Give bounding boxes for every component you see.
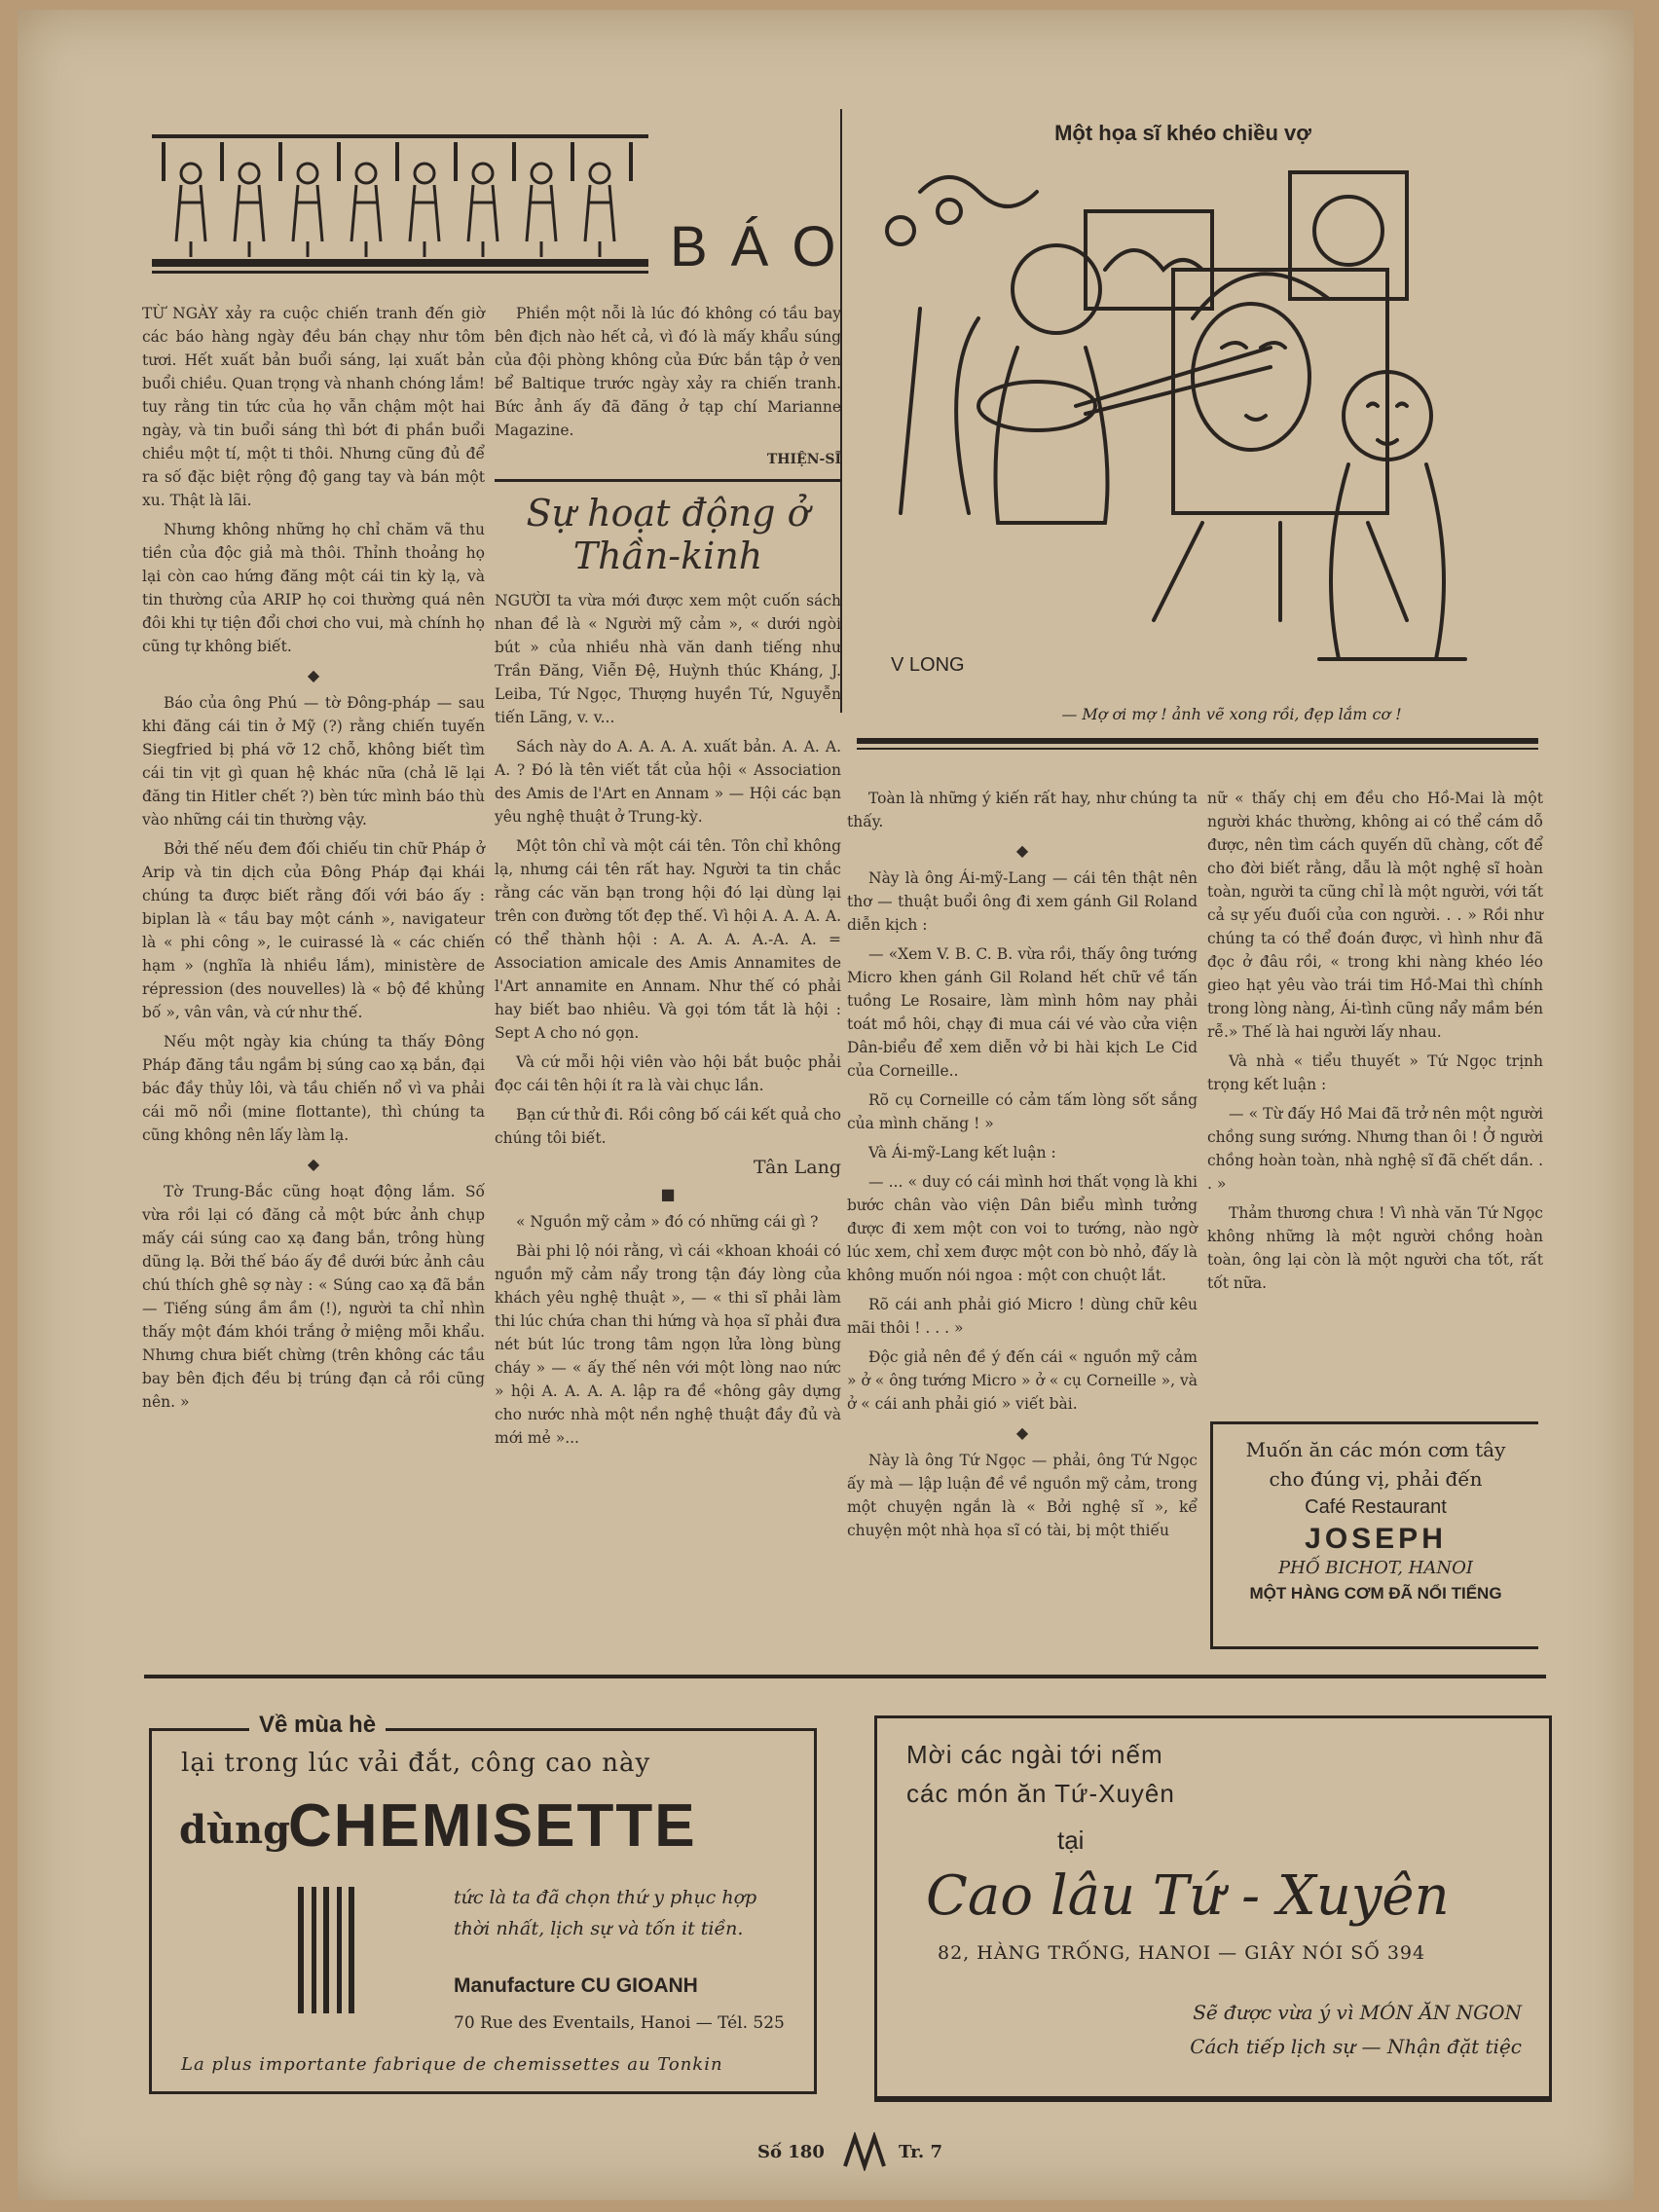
paragraph: — «Xem V. B. C. B. vừa rồi, thấy ông tướng Micro khen gánh Gil Roland hết chữ về tấn tuồng Le Rosaire, làm mình hôm nay phải toát mồ hôi, chạy đi mua cái vé vào cửa viện Dân-biểu để xem diễn vở bi hài kịch Le Cid của Corneille.. xyxy=(847,945,1198,1080)
section-divider: ◆ xyxy=(307,1155,320,1173)
cartoon-illustration xyxy=(862,153,1504,698)
bottom-section-rule xyxy=(144,1675,1546,1678)
ad-brand: Cao lâu Tứ - Xuyên xyxy=(926,1864,1450,1928)
ad-dung: dùng xyxy=(179,1807,291,1853)
cartoon-title: Một họa sĩ khéo chiều vợ xyxy=(1054,121,1311,145)
page-footer xyxy=(757,2132,991,2171)
ad-line: lại trong lúc vải đắt, công cao này xyxy=(181,1749,651,1778)
ad-slogan: Sẽ được vừa ý vì MÓN ĂN NGON xyxy=(1193,2001,1522,2024)
paragraph: Rõ cái anh phải gió Micro ! dùng chữ kêu mãi thôi ! . . . » xyxy=(847,1296,1198,1337)
shirt-stripes-icon xyxy=(298,1887,356,2013)
paragraph: Và Ái-mỹ-Lang kết luận : xyxy=(868,1144,1056,1161)
ad-brand: JOSEPH xyxy=(1305,1523,1447,1555)
ad-maker: Manufacture CU GIOANH xyxy=(454,1974,698,1997)
ad-address: 82, HÀNG TRỐNG, HANOI — GIÂY NÓI SỐ 394 xyxy=(938,1942,1426,1964)
paragraph: Độc giả nên đề ý đến cái « nguồn mỹ cảm » ở « ông tướng Micro » ở « cụ Corneille », và ở « cái anh phải gió » viết bài. xyxy=(847,1348,1198,1413)
section-divider: ◆ xyxy=(1015,1423,1029,1442)
section-divider: ◆ xyxy=(1015,841,1029,860)
paragraph: Thảm thương chưa ! Vì nhà văn Tứ Ngọc không những là một người chồng hoàn toàn, ông lại còn là một người cha tốt, rất tốt nữa. xyxy=(1207,1204,1543,1292)
column-3 xyxy=(847,787,1198,1548)
ad-line: Muốn ăn các món cơm tây xyxy=(1245,1438,1506,1461)
column-2 xyxy=(495,302,841,1456)
paragraph: Bài phi lộ nói rằng, vì cái «khoan khoái có nguồn mỹ cảm nẩy trong tận đáy lòng của khách yêu nghệ thuật », — « thi sĩ phải làm thi lúc chứa chan thi hứng và họa sĩ phải đưa nét bút lúc trong tâm ngọn lửa lòng bùng cháy » — « ấy thế nên với một lòng nao nức » hội A. A. A. A. lập ra đề «hông gây dựng cho nước nhà một nền nghệ thuật đầy đủ và mới mẻ »... xyxy=(495,1242,841,1447)
paragraph: Nhưng không những họ chỉ chăm vã thu tiền của độc giả mà thôi. Thỉnh thoảng họ lại còn cao hứng đăng một cái tin kỳ lạ, và tin thường của ARIP họ coi thường quá nên đôi khi tự tiện đổi chơi cho vui, mà chính họ cũng tự không biết. xyxy=(142,521,485,655)
ad-desc: thời nhất, lịch sự và tốn it tiền. xyxy=(454,1918,744,1939)
masthead-title: BÁO xyxy=(670,215,860,278)
paragraph: — ... « duy có cái mình hơi thất vọng là khi bước chân vào viện Dân biểu mình tưởng được đi xem một con voi to tướng, nào ngờ lúc xem, chỉ xem được một con bò nhỏ, đấy là không muốn nói ngoa : một con chuột lắt. xyxy=(847,1173,1198,1284)
paragraph: « Nguồn mỹ cảm » đó có những cái gì ? xyxy=(516,1213,819,1231)
cartoon-bottom-rule xyxy=(857,738,1538,744)
paragraph: Và cứ mỗi hội viên vào hội bắt buộc phải đọc cái tên hội ít ra là vài chục lần. xyxy=(495,1053,841,1094)
paragraph: NGƯỜI ta vừa mới được xem một cuốn sách nhan đề là « Người mỹ cảm », « dưới ngòi bút » của nhiều nhà văn danh tiếng như Trần Đăng, Viễn Đệ, Huỳnh thúc Kháng, J. Leiba, Tứ Ngọc, Thượng huyền Tứ, Nguyễn tiến Lãng, v. v... xyxy=(495,592,841,726)
ad-line: các món ăn Tứ-Xuyên xyxy=(906,1779,1175,1808)
divider-rule xyxy=(495,479,841,482)
cartoon-caption: — Mợ ơi mợ ! ảnh vẽ xong rồi, đẹp lắm cơ ! xyxy=(1061,705,1402,723)
ad-chemisette xyxy=(149,1712,817,2094)
masthead-illustration xyxy=(152,134,648,290)
paragraph: Và nhà « tiểu thuyết » Tứ Ngọc trịnh trọng kết luận : xyxy=(1207,1052,1543,1093)
paragraph: Một tôn chỉ và một cái tên. Tôn chỉ không lạ, nhưng cái tên rất hay. Người ta tin chắc rằng các văn bạn trong hội đó lại dùng lại trên con đường tốt đẹp thế. Vì hội A. A. A. A. có thể thành hội : A. A. A. A.-A. A. = Association amicale des Amis Annamites de l'Art annamite en Annam. Như thế có phải hay biết bao nhiêu. Và gọi tóm tắt là hội : Sept A cho nó gọn. xyxy=(495,837,841,1042)
ad-footer: La plus importante fabrique de chemissettes au Tonkin xyxy=(181,2054,723,2075)
column-1 xyxy=(142,302,485,1419)
ad-line: Café Restaurant xyxy=(1305,1496,1447,1518)
logo-mark-icon xyxy=(840,2132,889,2171)
masthead xyxy=(152,134,860,290)
paragraph: Tờ Trung-Bắc cũng hoạt động lắm. Số vừa rồi lại có đăng cả một bức ảnh chụp mấy cái súng cao xạ đang bắn, trông hùng dũng lạ. Bởi thế báo ấy đề dưới bức ảnh câu chú thích ghê sợ này : « Súng cao xạ đã bắn — Tiếng súng ầm ầm (!), người ta chỉ nhìn thấy một đám khói trắng ở miệng mỗi khẩu. Nhưng chưa biết chừng (trên không các tầu bay bên địch đều bị trúng đạn cả rồi cũng nên. » xyxy=(142,1183,485,1411)
paragraph: nữ « thấy chị em đều cho Hồ-Mai là một người khác thường, không ai có thể cám dỗ được, nên tìm cách quyến dũ chàng, cốt để cho đời biết rằng, dẫu là một nghệ sĩ hoàn toàn, người ta cũng chỉ là một người, với tất cả sự yếu đuối của con người. . . » Rồi như chúng ta có thể đoán được, vì hình như đã đọc ở đâu rồi, « trong khi nàng khéo léo gieo hạt yêu vào trái tim Hồ-Mai thì chính trong lòng nàng, Ái-tình cũng nẩy mầm bén rễ.» Thế là hai người lấy nhau. xyxy=(1207,790,1543,1041)
paragraph: Sách này do A. A. A. A. xuất bản. A. A. A. A. ? Đó là tên viết tắt của hội « Association des Amis de l'Art en Annam » — Hội các bạn yêu nghệ thuật ở Trung-kỳ. xyxy=(495,738,841,826)
paragraph: Nếu một ngày kia chúng ta thấy Đông Pháp đăng tầu ngầm bị súng cao xạ bắn, đại bác đầy thủy lôi, và tầu chiến nổ vì va phải cái mõ nổi (mine flottante), thì chúng ta cũng không nên lấy làm lạ. xyxy=(142,1033,485,1144)
ad-restaurant-joseph xyxy=(1210,1421,1538,1649)
ad-address: PHỐ BICHOT, HANOI xyxy=(1278,1558,1473,1578)
section-divider: ■ xyxy=(660,1185,676,1203)
paragraph: Rõ cụ Corneille có cảm tấm lòng sốt sắng của mình chăng ! » xyxy=(847,1091,1198,1132)
byline: THIỆN-SĨ xyxy=(766,452,841,467)
paragraph: Này là ông Tứ Ngọc — phải, ông Tứ Ngọc ấy mà — lập luận đề về nguồn mỹ cảm, trong một chuyện ngắn là « Bởi nghệ sĩ », kể chuyện một nhà họa sĩ có tài, bị một thiếu xyxy=(847,1452,1198,1539)
ad-desc: tức là ta đã chọn thứ y phục hợp xyxy=(454,1887,757,1908)
cartoon-box xyxy=(840,109,1524,723)
paragraph: Bạn cứ thử đi. Rồi công bố cái kết quả cho chúng tôi biết. xyxy=(495,1106,841,1147)
newspaper-page xyxy=(18,10,1634,2200)
ad-brand: CHEMISETTE xyxy=(288,1792,697,1860)
ad-slogan: Cách tiếp lịch sự — Nhận đặt tiệc xyxy=(1190,2035,1522,2058)
cartoon-signature: V LONG xyxy=(891,654,965,676)
issue-number: Số 180 xyxy=(757,2142,825,2162)
paragraph: Bởi thế nếu đem đối chiếu tin chữ Pháp ở Arip và tin dịch của Đông Pháp đại khái chúng ta được biết rằng đối với báo ấy : biplan là « tầu bay một cánh », navigateur là « phi công », le cuirassé là « các chiến hạm » (nghĩa là nhiều lắm), ministère de répression (des nouvelles) là « bộ đề khủng bố », vân vân, và cứ như thế. xyxy=(142,840,485,1021)
section-divider: ◆ xyxy=(307,666,320,684)
page-number: Tr. 7 xyxy=(899,2142,942,2162)
byline: Tân Lang xyxy=(753,1157,841,1178)
ad-tagline: MỘT HÀNG CƠM ĐÃ NỔI TIẾNG xyxy=(1249,1584,1502,1603)
paragraph: Này là ông Ái-mỹ-Lang — cái tên thật nên thơ — thuật buổi ông đi xem gánh Gil Roland diễn kịch : xyxy=(847,869,1198,934)
paragraph: Báo của ông Phú — tờ Đông-pháp — sau khi đăng cái tin ở Mỹ (?) rằng chiến tuyến Siegfried bị phá vỡ 12 chỗ, không biết tìm cái tin vịt gì quan hệ khác nữa (chả lẽ lại đăng tin Hitler chết ?) bèn tức mình báo thù vào những cái tin thường vậy. xyxy=(142,694,485,829)
ad-address: 70 Rue des Eventails, Hanoi — Tél. 525 xyxy=(454,2013,785,2033)
paragraph: Phiền một nỗi là lúc đó không có tầu bay bên địch nào hết cả, vì đó là mấy khẩu súng của đội phòng không của Đức bắn tập ở ven bể Baltique trước ngày xảy ra chiến tranh. Bức ảnh ấy đã đăng ở tạp chí Marianne Magazine. xyxy=(495,305,841,439)
paragraph: — « Từ đấy Hồ Mai đã trở nên một người chồng sung sướng. Nhưng than ôi ! Ở người chồng hoàn toàn, nhà nghệ sĩ đã chết dần. . . » xyxy=(1207,1105,1543,1193)
cartoon-bottom-rule-thin xyxy=(857,748,1538,750)
ad-line: tại xyxy=(1057,1825,1085,1855)
column-4 xyxy=(1207,787,1543,1301)
paragraph: Toàn là những ý kiến rất hay, như chúng ta thấy. xyxy=(847,790,1198,830)
paragraph: TỪ NGÀY xảy ra cuộc chiến tranh đến giờ các báo hàng ngày đều bán chạy như tôm tươi. Hết xuất bản buổi sáng, lại xuất bản buổi chiều. Quan trọng và nhanh chóng lắm! tuy rằng tin tức của họ vẫn chậm một hai ngày, và tin buổi sáng thì bớt đi phần buổi chiều một tí, một ti thôi. Nhưng cũng đủ để ra số đặc biệt rộng độ gang tay và bán một xu. Thật là lãi. xyxy=(142,305,485,509)
ad-line: Mời các ngài tới nếm xyxy=(906,1740,1163,1769)
article-title: Sự hoạt động ở Thần-kinh xyxy=(526,492,810,577)
ad-line: cho đúng vị, phải đến xyxy=(1269,1467,1483,1491)
ad-header: Về mùa hè xyxy=(249,1712,386,1739)
ad-cao-lau-tu-xuyen xyxy=(874,1715,1552,2102)
